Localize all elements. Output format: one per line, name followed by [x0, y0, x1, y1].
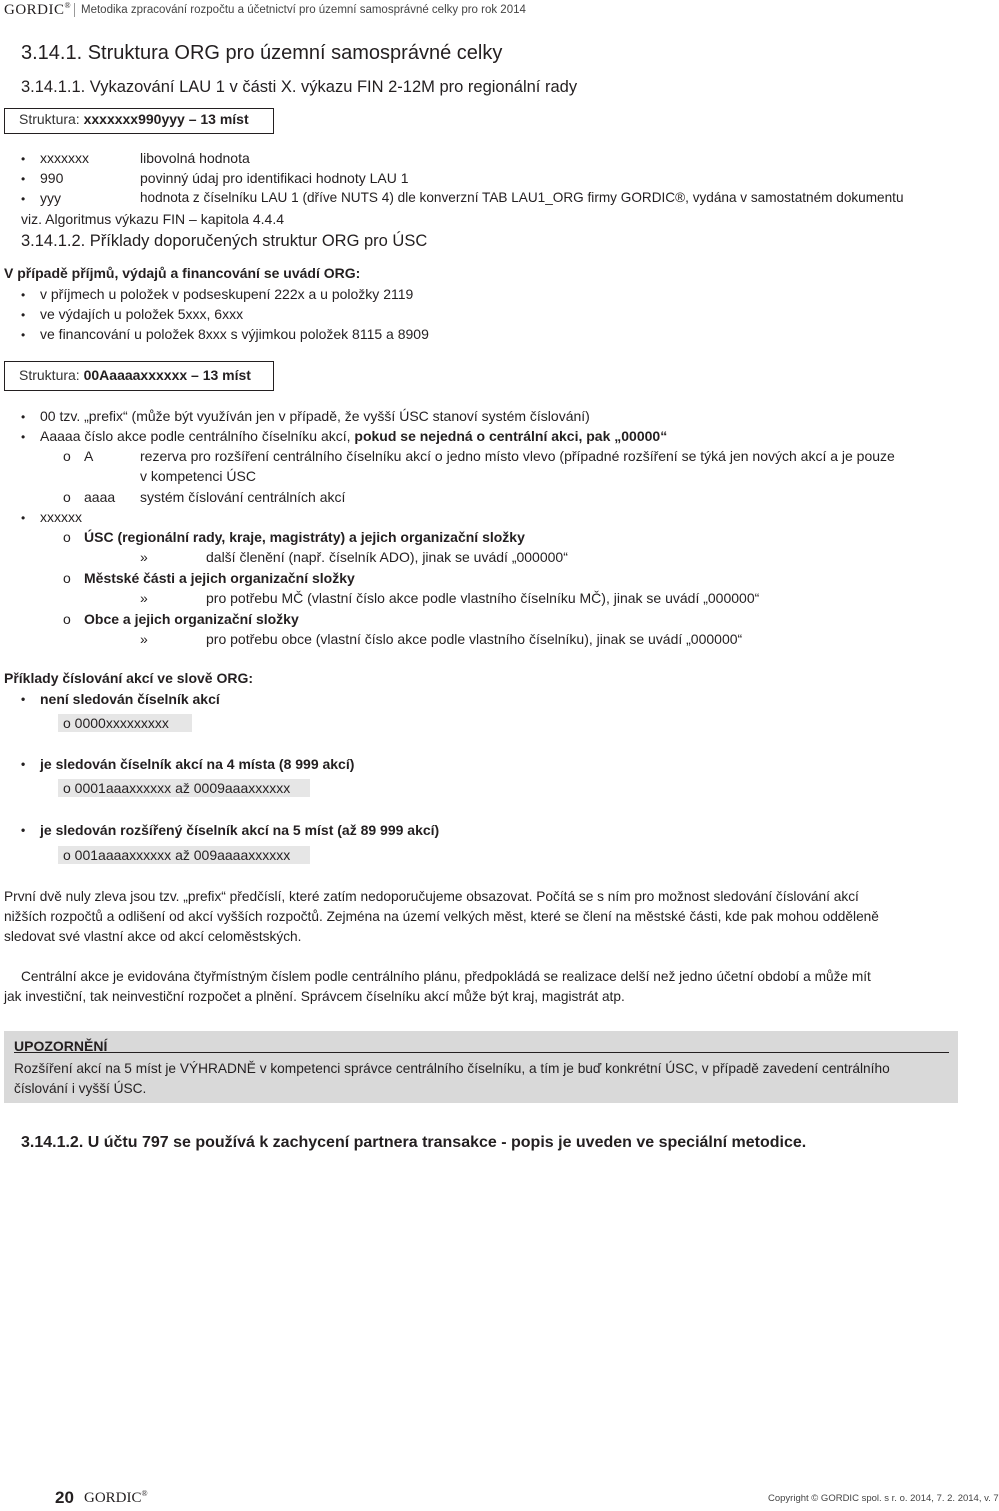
bullet: •	[21, 152, 26, 166]
bullet: •	[21, 511, 26, 525]
org-usage-item: ve výdajích u položek 5xxx, 6xxx	[40, 306, 244, 322]
bullet: •	[21, 328, 26, 342]
def-text: hodnota z číselníku LAU 1 (dříve NUTS 4) dle konverzní TAB LAU1_ORG firmy GORDIC®, vydána v samostatném dokumentu	[140, 190, 904, 205]
paragraph-prefix-line: nižších rozpočtů a odlišení od akcí vyšších rozpočtů. Zejména na území velkých měst, které se člení na městské části, kde pak mohou odděleně	[4, 909, 879, 924]
org-level-note: pro potřebu obce (vlastní číslo akce podle vlastního číselníku), jinak se uvádí „000000“	[206, 631, 743, 647]
warning-title: UPOZORNĚNÍ	[14, 1038, 108, 1054]
struct-part-prefix: 00 tzv. „prefix“ (může být využíván jen v případě, že vyšší ÚSC stanoví systém číslování)	[40, 408, 590, 424]
bullet: •	[21, 757, 26, 771]
sub-code: aaaa	[84, 489, 116, 505]
sub-marker: »	[140, 590, 148, 606]
org-level-note: další členění (např. číselník ADO), jinak se uvádí „000000“	[206, 549, 568, 565]
def-code: yyy	[40, 190, 61, 206]
bullet: •	[21, 410, 26, 424]
paragraph-prefix-line: První dvě nuly zleva jsou tzv. „prefix“ předčíslí, které zatím nedoporučujeme obsazovat. Počítá se s ním pro možnost sledování číslování akcí	[4, 889, 859, 904]
bullet: •	[21, 172, 26, 186]
struct-part-action: Aaaaa číslo akce podle centrálního číselníku akcí, pokud se nejedná o centrální akci, pak „00000“	[40, 428, 668, 444]
org-usage-intro: V případě příjmů, výdajů a financování se uvádí ORG:	[4, 265, 361, 281]
struct-part-suffix: xxxxxx	[40, 509, 82, 525]
sub-marker: »	[140, 631, 148, 647]
example-1: není sledován číselník akcí	[40, 691, 220, 707]
warning-text: Rozšíření akcí na 5 míst je VÝHRADNĚ v kompetenci správce centrálního číselníku, a tím je buď konkrétní ÚSC, v případě zavedení centrálního	[14, 1061, 890, 1076]
example-2-value: o 0001aaaxxxxxx až 0009aaaxxxxxx	[63, 780, 291, 796]
structure-1-label: Struktura: xxxxxxx990yyy – 13 míst	[19, 111, 249, 127]
sub-marker: o	[63, 529, 71, 545]
sub-marker: o	[63, 611, 71, 627]
def-text: libovolná hodnota	[140, 150, 250, 166]
paragraph-central-line: jak investiční, tak neinvestiční rozpočet a plnění. Správcem číselníku akcí může být kraj, magistrát atp.	[4, 989, 625, 1004]
sub-text: v kompetenci ÚSC	[140, 468, 256, 484]
org-level-obce: Obce a jejich organizační složky	[84, 611, 299, 627]
footer-copyright: Copyright © GORDIC spol. s r. o. 2014, 7. 2. 2014, v. 7	[768, 1493, 999, 1504]
bullet: •	[21, 308, 26, 322]
footer-logo: GORDIC®	[84, 1489, 148, 1506]
example-3: je sledován rozšířený číselník akcí na 5 míst (až 89 999 akcí)	[40, 822, 440, 838]
paragraph-prefix-line: sledovat své vlastní akce od akcí celoměstských.	[4, 929, 302, 944]
bullet: •	[21, 430, 26, 444]
sub-marker: o	[63, 570, 71, 586]
warning-text: číslování i vyšší ÚSC.	[14, 1081, 147, 1096]
sub-code: A	[84, 448, 94, 464]
bullet: •	[21, 692, 26, 706]
sub-marker: o	[63, 489, 71, 505]
def-continuation: viz. Algoritmus výkazu FIN – kapitola 4.4.4	[21, 211, 284, 227]
org-level-usc: ÚSC (regionální rady, kraje, magistráty) a jejich organizační složky	[84, 529, 525, 545]
sub-marker: o	[63, 448, 71, 464]
header-title: Metodika zpracování rozpočtu a účetnictví pro územní samosprávné celky pro rok 2014	[81, 4, 526, 16]
header-divider	[74, 3, 75, 17]
examples-heading: Příklady číslování akcí ve slově ORG:	[4, 670, 254, 686]
page-number: 20	[55, 1488, 74, 1507]
bullet: •	[21, 823, 26, 837]
org-usage-item: ve financování u položek 8xxx s výjimkou položek 8115 a 8909	[40, 326, 429, 342]
org-level-mc: Městské části a jejich organizační složky	[84, 570, 355, 586]
org-level-note: pro potřebu MČ (vlastní číslo akce podle vlastního číselníku MČ), jinak se uvádí „000000“	[206, 590, 760, 606]
sub-marker: »	[140, 549, 148, 565]
warning-underline	[14, 1052, 949, 1053]
def-code: xxxxxxx	[40, 150, 89, 166]
example-1-value: o 0000xxxxxxxxx	[63, 715, 169, 731]
section-heading: 3.14.1. Struktura ORG pro územní samosprávné celky	[21, 42, 503, 64]
sub-text: systém číslování centrálních akcí	[140, 489, 346, 505]
subsection-heading-1: 3.14.1.1. Vykazování LAU 1 v části X. výkazu FIN 2-12M pro regionální rady	[21, 78, 578, 96]
paragraph-central-line: Centrální akce je evidována čtyřmístným číslem podle centrálního plánu, předpokládá se realizace delší než jedno účetní období a může mít	[21, 969, 871, 984]
sub-text: rezerva pro rozšíření centrálního číselníku akcí o jedno místo vlevo (případné rozšíření se týká jen nových akcí a je pouze	[140, 448, 895, 464]
def-text: povinný údaj pro identifikaci hodnoty LAU 1	[140, 170, 409, 186]
org-usage-item: v příjmech u položek v podseskupení 222x a u položky 2119	[40, 286, 414, 302]
subsection-heading-2: 3.14.1.2. Příklady doporučených struktur ORG pro ÚSC	[21, 232, 428, 250]
bullet: •	[21, 288, 26, 302]
def-code: 990	[40, 170, 64, 186]
bullet: •	[21, 192, 26, 206]
header-logo: GORDIC®	[4, 1, 72, 18]
example-3-value: o 001aaaaxxxxxx až 009aaaaxxxxxx	[63, 847, 291, 863]
example-2: je sledován číselník akcí na 4 místa (8 999 akcí)	[40, 756, 355, 772]
subsection-heading-797: 3.14.1.2. U účtu 797 se používá k zachycení partnera transakce - popis je uveden ve speciální metodice.	[21, 1134, 807, 1151]
structure-2-label: Struktura: 00Aaaaaxxxxxx – 13 míst	[19, 367, 251, 383]
